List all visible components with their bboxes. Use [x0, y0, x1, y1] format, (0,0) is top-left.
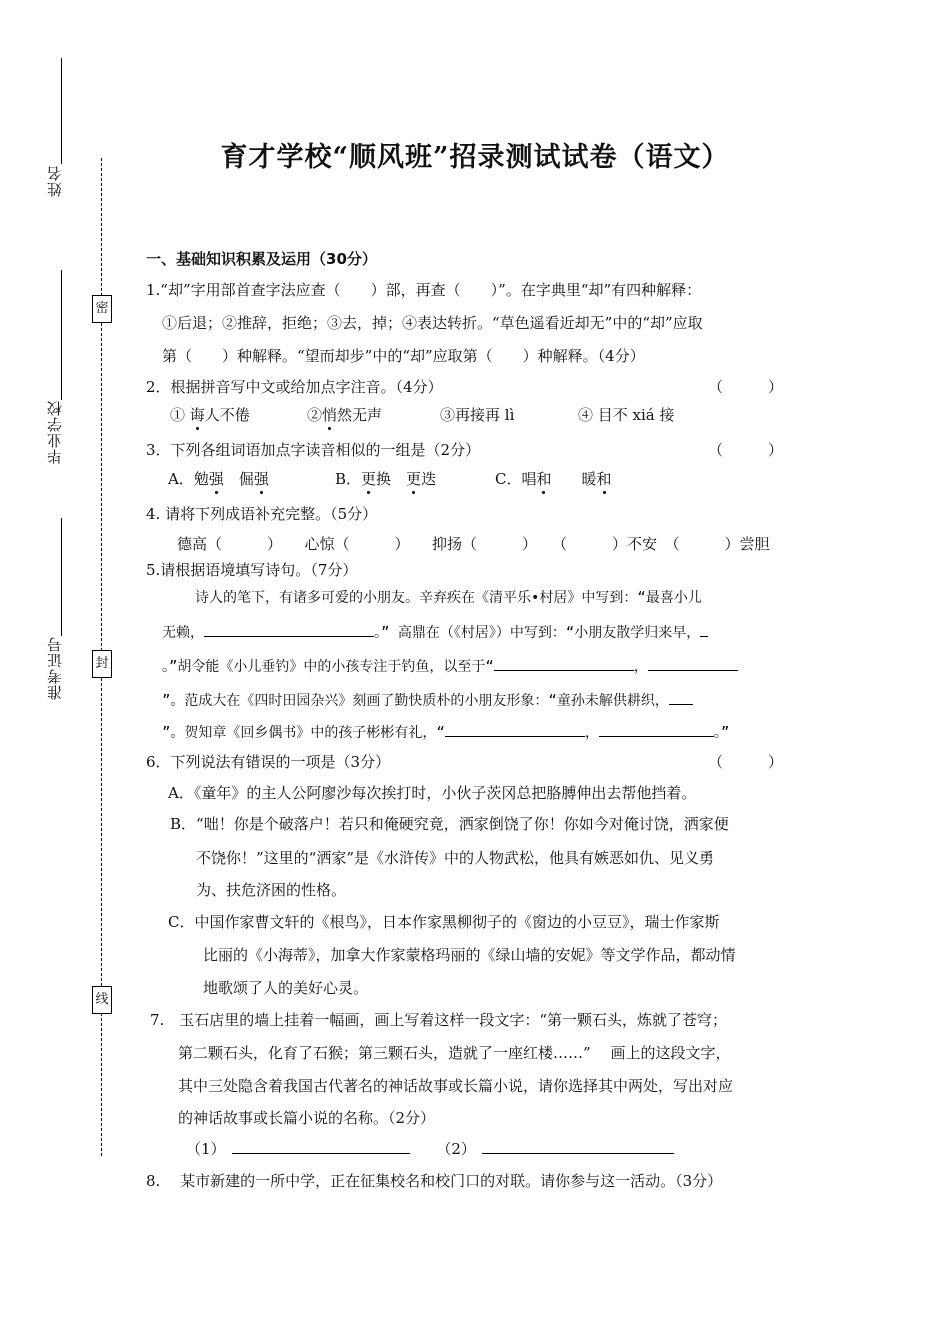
ticket-label: 准考证号: [46, 636, 64, 700]
q6-option-b-line2: 不饶你！”这里的“洒家”是《水浒传》中的人物武松，他具有嫉恶如仇、见义勇: [196, 849, 715, 867]
q3-a-dot1: 强: [208, 470, 224, 488]
q6-option-c-line3: 地歌颂了人的美好心灵。: [203, 979, 369, 997]
q7-line4: 的神话故事或长篇小说的名称。（2分）: [178, 1109, 436, 1127]
q3-option-b: [335, 468, 436, 489]
q2-a-pre: ①: [170, 406, 190, 424]
q3-b-post: 迭: [421, 470, 437, 488]
q3-a-pre: A．勉: [168, 470, 209, 488]
name-label: 姓名: [46, 165, 64, 197]
q2-stem: 2．根据拼音写中文或给加点字注音。（4分）: [146, 378, 443, 396]
q3-answer-paren: （ ）: [708, 441, 784, 459]
q5-line2-b: 。” 高鼎在（《村居》）中写到：“小朋友散学归来早，: [374, 625, 701, 641]
q8-line1: 8. 某市新建的一所中学，正在征集校名和校门口的对联。请你参与这一活动。（3分）: [146, 1172, 723, 1190]
q7-line2: 第二颗石头，化育了石猴；第三颗石头，造就了一座红楼……” 画上的这段文字，: [178, 1044, 731, 1062]
q3-c-mid: 暖: [551, 470, 597, 488]
seal-mark-mi: 密: [92, 295, 112, 323]
q5-blank-6[interactable]: [445, 722, 585, 737]
q3-c-dot2: 和: [596, 470, 612, 488]
q6-stem: 6．下列说法有错误的一项是（3分）: [146, 753, 391, 771]
q5-line2-a: 无赖，: [162, 625, 204, 641]
seal-mark-feng: 封: [92, 650, 112, 678]
q2-b-post: 然无声: [337, 406, 383, 424]
q7-answer-1-blank[interactable]: [232, 1139, 410, 1154]
q5-line2: [162, 622, 708, 642]
q6-option-b-line3: 为、扶危济困的性格。: [196, 881, 347, 899]
q3-b-pre: B．: [335, 470, 362, 488]
q5-blank-2[interactable]: [700, 622, 708, 637]
q1-line2: ①后退；②推辞，拒绝；③去，掉；④表达转折。“草色遥看近却无”中的“却”应取: [162, 314, 703, 332]
q2-item-a: [170, 404, 250, 425]
q3-option-a: [168, 468, 269, 489]
margin-line-3: [61, 518, 62, 636]
q5-blank-7[interactable]: [599, 722, 714, 737]
q5-blank-5[interactable]: [669, 690, 693, 705]
q4-items: 德高（ ） 心惊（ ） 抑扬（ ） （ ）不安 （ ）尝胆: [177, 535, 770, 553]
q5-line3-a: 。”胡令能《小儿垂钓》中的小孩专注于钓鱼，以至于“: [162, 659, 494, 675]
q7-answer-row: [186, 1138, 674, 1159]
q7-answer-2-blank[interactable]: [482, 1139, 674, 1154]
q5-line3: [162, 656, 738, 676]
q7-answer-1-label: （1）: [186, 1140, 226, 1158]
seal-mark-xian: 线: [92, 986, 112, 1014]
section-heading: 一、基础知识积累及运用（30分）: [146, 250, 377, 268]
q5-line5-b: ，: [584, 725, 599, 741]
q3-b-dot1: 更: [361, 470, 377, 488]
q5-line4-a: ”。范成大在《四时田园杂兴》刻画了勤快质朴的小朋友形象：“童孙未解供耕织，: [162, 693, 669, 709]
q6-option-a: A．《童年》的主人公阿廖沙每次挨打时，小伙子茨冈总把胳膊伸出去帮他挡着。: [168, 784, 697, 802]
q7-line1: 7. 玉石店里的墙上挂着一幅画，画上写着这样一段文字：“第一颗石头，炼就了苍穹；: [150, 1011, 727, 1029]
q2-item-d: ④ 目不 xiá 接: [578, 406, 675, 424]
q2-a-post: 人不倦: [204, 406, 250, 424]
q3-b-mid: 换: [376, 470, 407, 488]
q2-b-pre: ②: [307, 406, 323, 424]
q3-a-mid: 倔: [223, 470, 254, 488]
q6-option-b-line1: B．“咄！你是个破落户！若只和俺硬究竟，洒家倒饶了你！你如今对俺讨饶，洒家便: [170, 815, 729, 833]
school-label: 毕业学校: [46, 400, 64, 464]
q6-option-c-line2: 比丽的《小海蒂》，加拿大作家蒙格玛丽的《绿山墙的安妮》等文学作品，都动情: [203, 946, 736, 964]
q2-b-dotted: 悄: [322, 406, 338, 424]
q6-answer-paren: （ ）: [708, 753, 784, 771]
q3-a-dot2: 强: [253, 470, 269, 488]
q7-answer-2-label: （2）: [436, 1140, 476, 1158]
q3-b-dot2: 更: [406, 470, 422, 488]
margin-line-2: [61, 270, 62, 400]
q5-line3-b: ，: [633, 659, 648, 675]
q5-line1: 诗人的笔下，有诸多可爱的小朋友。辛弃疾在《清平乐•村居》中写到：“最喜小儿: [195, 590, 702, 606]
q5-line5: [162, 722, 729, 742]
q5-line5-c: 。”: [713, 725, 730, 741]
q2-item-b: [307, 404, 382, 425]
q5-blank-3[interactable]: [494, 656, 634, 671]
q3-c-pre: C．唱: [495, 470, 537, 488]
q4-stem: 4. 请将下列成语补充完整。（5分）: [146, 505, 378, 523]
q6-option-c-line1: C．中国作家曹文轩的《根鸟》，日本作家黑柳彻子的《窗边的小豆豆》，瑞士作家斯: [168, 913, 720, 931]
q5-blank-1[interactable]: [204, 622, 374, 637]
q2-item-c: ③再接再 lì: [440, 406, 515, 424]
q2-answer-paren: （ ）: [708, 378, 784, 396]
page-title: 育才学校“顺风班”招录测试试卷（语文）: [220, 142, 730, 173]
q3-c-dot1: 和: [536, 470, 552, 488]
q3-stem: 3．下列各组词语加点字读音相似的一组是（2分）: [146, 441, 481, 459]
q1-line3: 第（ ）种解释。“望而却步”中的“却”应取第（ ）种解释。（4分）: [162, 347, 645, 365]
q5-stem: 5.请根据语境填写诗句。（7分）: [146, 561, 358, 579]
q1-line1: 1.“却”字用部首查字法应查（ ）部，再查（ ）”。在字典里“却”有四种解释：: [146, 281, 702, 299]
q5-line5-a: ”。贺知章《回乡偶书》中的孩子彬彬有礼，“: [162, 725, 445, 741]
q5-line4: [162, 690, 693, 710]
q3-option-c: [495, 468, 612, 489]
q2-a-dotted: 诲: [189, 406, 205, 424]
q7-line3: 其中三处隐含着我国古代著名的神话故事或长篇小说，请你选择其中两处，写出对应: [178, 1077, 734, 1095]
q5-blank-4[interactable]: [648, 656, 738, 671]
